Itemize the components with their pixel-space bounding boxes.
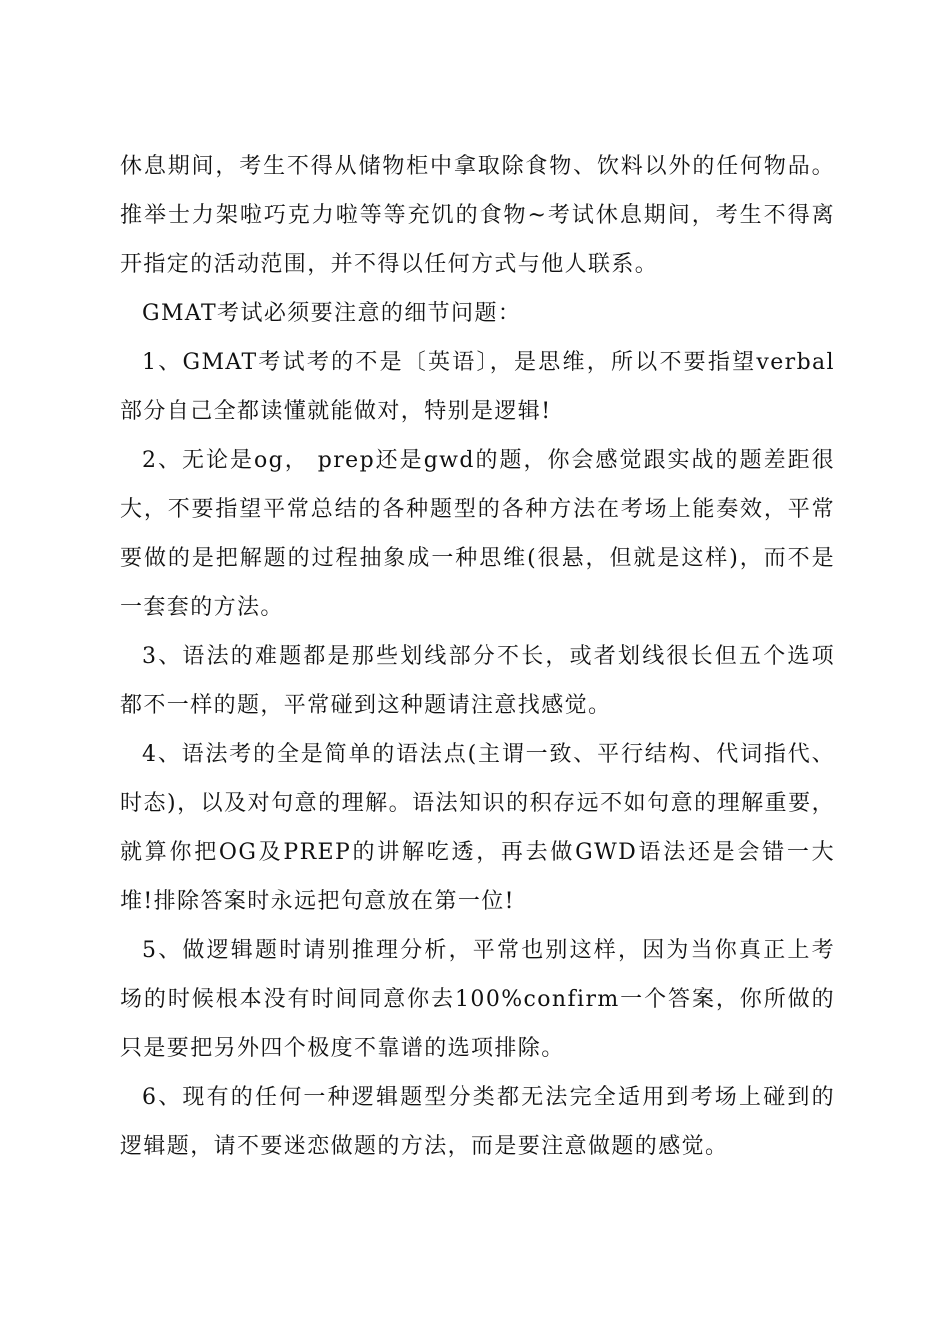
document-page: [120, 142, 835, 1171]
paragraph-break-rules: 休息期间，考生不得从储物柜中拿取除食物、饮料以外的任何物品。推举士力架啦巧克力啦等等充饥的食物~考试休息期间，考生不得离开指定的活动范围，并不得以任何方式与他人联系。: [120, 154, 835, 277]
paragraph-tip-4: 4、语法考的全是简单的语法点(主谓一致、平行结构、代词指代、时态)，以及对句意的理解。语法知识的积存远不如句意的理解重要，就算你把OG及PREP的讲解吃透，再去做GWD语法还是会错一大堆!排除答案时永远把句意放在第一位!: [120, 742, 835, 914]
paragraph-heading-details: GMAT考试必须要注意的细节问题：: [142, 301, 522, 326]
paragraph-tip-1: 1、GMAT考试考的不是〔英语〕，是思维，所以不要指望verbal部分自己全都读懂就能做对，特别是逻辑!: [120, 350, 835, 424]
paragraph-tip-6: 6、现有的任何一种逻辑题型分类都无法完全适用到考场上碰到的逻辑题，请不要迷恋做题的方法，而是要注意做题的感觉。: [120, 1085, 835, 1159]
paragraph-tip-3: 3、语法的难题都是那些划线部分不长，或者划线很长但五个选项都不一样的题，平常碰到这种题请注意找感觉。: [120, 644, 835, 718]
paragraph-tip-2: 2、无论是og， prep还是gwd的题，你会感觉跟实战的题差距很大，不要指望平常总结的各种题型的各种方法在考场上能奏效，平常要做的是把解题的过程抽象成一种思维(很悬，但就是这样)，而不是一套套的方法。: [120, 448, 835, 620]
paragraph-tip-5: 5、做逻辑题时请别推理分析，平常也别这样，因为当你真正上考场的时候根本没有时间同意你去100%confirm一个答案，你所做的只是要把另外四个极度不靠谱的选项排除。: [120, 938, 835, 1061]
